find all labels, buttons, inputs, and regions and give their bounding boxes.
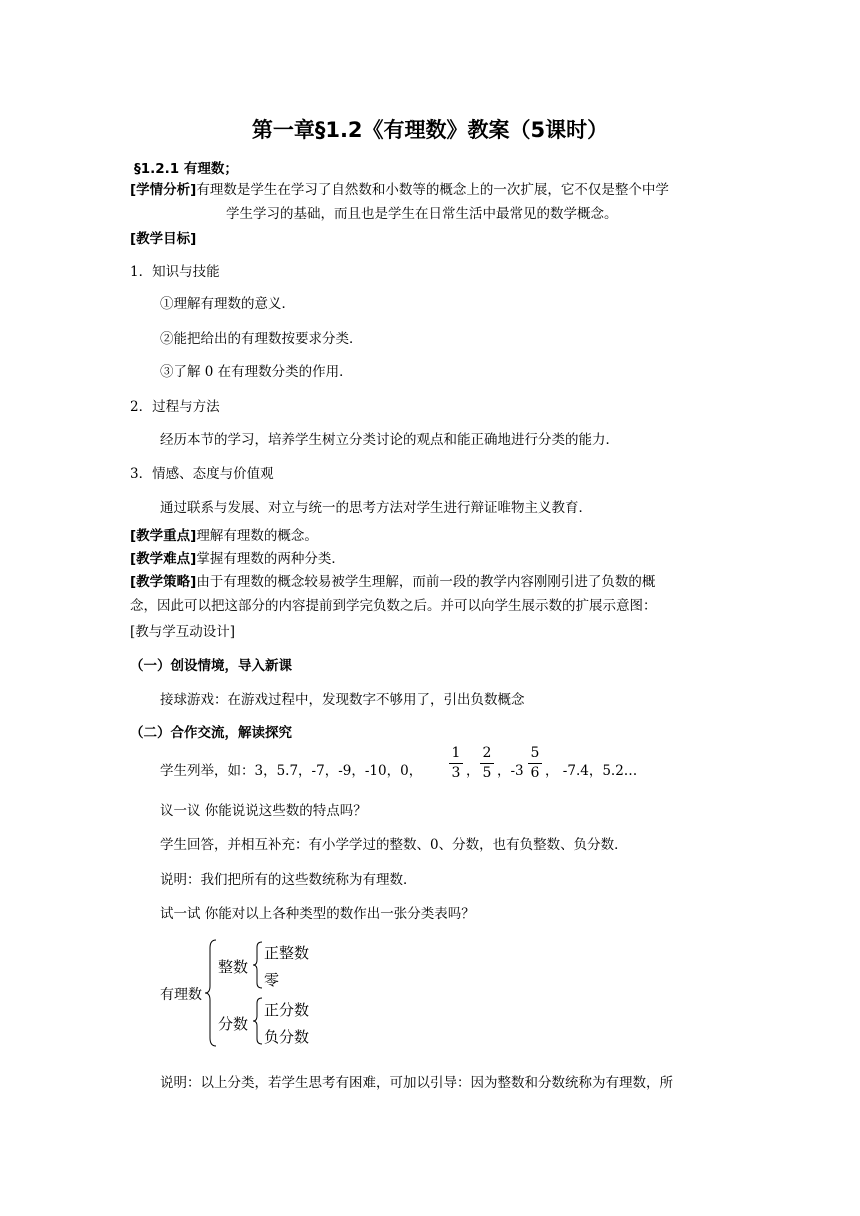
- goal-item-1: 1．知识与技能: [130, 264, 220, 280]
- focus-label: [教学重点]: [130, 528, 197, 544]
- tree-negative-fraction: 负分数: [264, 1028, 310, 1046]
- tree-integer-brace: [252, 940, 264, 990]
- tree-zero: 零: [264, 971, 280, 989]
- tree-integer: 整数: [218, 958, 249, 976]
- examples-suffix: ， -7.4，5.2…: [545, 763, 638, 779]
- fraction-numerator: 2: [482, 745, 492, 761]
- analysis-line1: [130, 178, 669, 198]
- tree-root: 有理数: [160, 987, 202, 1003]
- strategy-line1: [130, 570, 655, 590]
- discuss-line: 议一议 你能说说这些数的特点吗？: [160, 803, 367, 819]
- fraction-denominator: 3: [451, 765, 461, 781]
- goal-item-1c: ③了解 0 在有理数分类的作用．: [160, 364, 353, 380]
- fraction-one-third: [449, 745, 463, 782]
- difficulty-text: 掌握有理数的两种分类．: [196, 551, 345, 567]
- examples-separator-1: ，: [466, 763, 480, 779]
- fraction-numerator: 5: [530, 745, 540, 761]
- goal-item-3a: 通过联系与发展、对立与统一的思考方法对学生进行辩证唯物主义教育．: [160, 500, 592, 516]
- strategy-line2: 念，因此可以把这部分的内容提前到学完负数之后。并可以向学生展示数的扩展示意图：: [130, 598, 657, 614]
- fraction-denominator: 6: [530, 765, 540, 781]
- goal-item-1b: ②能把给出的有理数按要求分类．: [160, 331, 363, 347]
- tree-fraction: 分数: [218, 1015, 249, 1033]
- tree-positive-fraction: 正分数: [264, 1001, 310, 1019]
- strategy-label: [教学策略]: [130, 574, 197, 590]
- focus-line: [130, 524, 318, 544]
- goal-item-2: 2．过程与方法: [130, 399, 220, 415]
- examples-separator-2: ，-3: [497, 763, 524, 779]
- goal-item-3: 3．情感、态度与价值观: [130, 466, 274, 482]
- fraction-bar: [480, 763, 494, 764]
- explain-line: 说明：我们把所有的这些数统称为有理数．: [160, 872, 417, 888]
- fraction-two-fifths: [480, 745, 494, 782]
- try-line: 试一试 你能对以上各种类型的数作出一张分类表吗？: [160, 906, 475, 922]
- focus-text: 理解有理数的概念。: [196, 528, 318, 544]
- difficulty-line: [130, 547, 345, 567]
- fraction-denominator: 5: [482, 765, 492, 781]
- strategy-text1: 由于有理数的概念较易被学生理解，而前一段的教学内容刚刚引进了负数的概: [196, 574, 656, 590]
- document-title: 第一章§1.2《有理数》教案（5课时）: [251, 118, 609, 142]
- analysis-line2: 学生学习的基础，而且也是学生在日常生活中最常见的数学概念。: [226, 206, 618, 222]
- fraction-numerator: 1: [451, 745, 461, 761]
- tree-positive-integer: 正整数: [264, 944, 310, 962]
- goals-label: [教学目标]: [130, 231, 197, 247]
- answer-line: 学生回答，并相互补充：有小学学过的整数、0、分数，也有负整数、负分数．: [160, 837, 628, 853]
- goal-item-2a: 经历本节的学习，培养学生树立分类讨论的观点和能正确地进行分类的能力．: [160, 432, 619, 448]
- analysis-text1: 有理数是学生在学习了自然数和小数等的概念上的一次扩展，它不仅是整个中学: [196, 182, 669, 198]
- section-heading: §1.2.1 有理数；: [134, 161, 238, 177]
- fraction-bar: [449, 763, 463, 764]
- goal-item-1a: ①理解有理数的意义．: [160, 296, 295, 312]
- part1-heading: （一）创设情境，导入新课: [130, 658, 292, 674]
- tree-fraction-brace: [252, 996, 264, 1046]
- design-label: [教与学互动设计]: [130, 624, 236, 640]
- fraction-five-sixths: [528, 745, 542, 782]
- difficulty-label: [教学难点]: [130, 551, 197, 567]
- explain2-line: 说明：以上分类，若学生思考有困难，可加以引导：因为整数和分数统称为有理数，所: [160, 1075, 673, 1091]
- analysis-label: [学情分析]: [130, 182, 197, 198]
- examples-prefix: 学生列举，如：3，5.7，-7，-9，-10，0，: [160, 763, 423, 779]
- part1-text: 接球游戏：在游戏过程中，发现数字不够用了，引出负数概念: [160, 692, 525, 708]
- fraction-bar: [528, 763, 542, 764]
- part2-heading: （二）合作交流，解读探究: [130, 725, 292, 741]
- tree-root-brace: [204, 938, 218, 1048]
